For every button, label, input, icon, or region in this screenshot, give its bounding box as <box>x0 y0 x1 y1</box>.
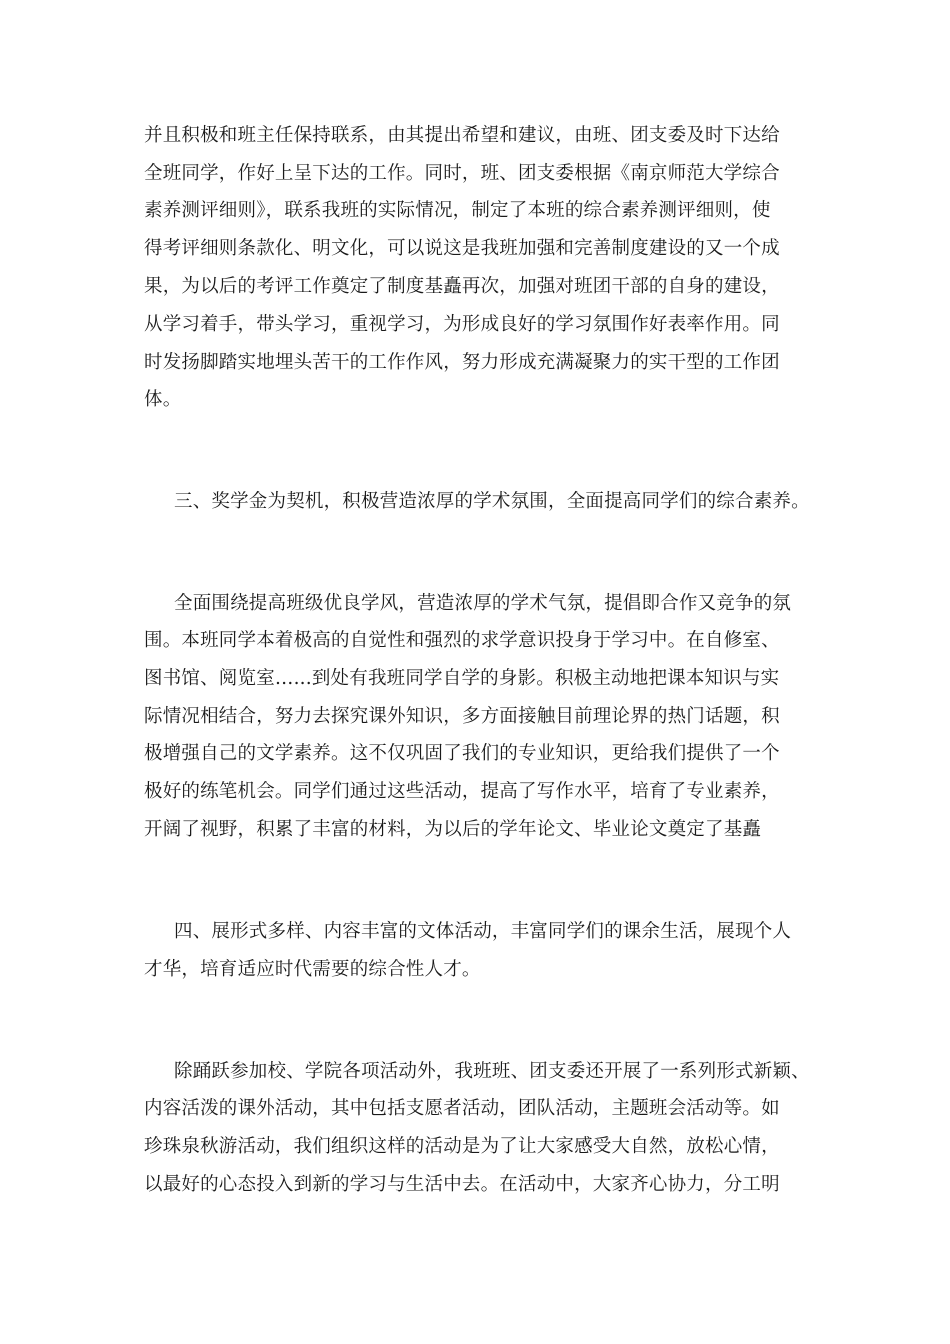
paragraph-line: 内容活泼的课外活动，其中包括支愿者活动，团队活动，主题班会活动等。如 <box>144 1098 780 1119</box>
paragraph-line: 果，为以后的考评工作奠定了制度基矗再次，加强对班团干部的自身的建设， <box>144 276 780 297</box>
paragraph-line: 从学习着手，带头学习，重视学习，为形成良好的学习氛围作好表率作用。同 <box>144 314 780 335</box>
paragraph-line: 并且积极和班主任保持联系，由其提出希望和建议，由班、团支委及时下达给 <box>144 125 780 146</box>
heading-line: 三、奖学金为契机，积极营造浓厚的学术氛围，全面提高同学们的综合素养。 <box>174 491 810 512</box>
paragraph-line: 珍珠泉秋游活动，我们组织这样的活动是为了让大家感受大自然，放松心情， <box>144 1136 780 1157</box>
heading-line: 四、展形式多样、内容丰富的文体活动，丰富同学们的课余生活，展现个人 <box>174 921 792 942</box>
paragraph-line: 全面围绕提高班级优良学风，营造浓厚的学术气氛，提倡即合作又竞争的氛 <box>174 593 792 614</box>
paragraph-line: 素养测评细则》，联系我班的实际情况，制定了本班的综合素养测评细则，使 <box>144 200 771 221</box>
paragraph-line: 全班同学，作好上呈下达的工作。同时，班、团支委根据《南京师范大学综合 <box>144 163 780 184</box>
paragraph-line: 际情况相结合，努力去探究课外知识，多方面接触目前理论界的热门话题，积 <box>144 706 780 727</box>
paragraph-line: 以最好的心态投入到新的学习与生活中去。在活动中，大家齐心协力，分工明 <box>144 1174 780 1195</box>
paragraph-line: 体。 <box>144 389 182 410</box>
paragraph-line: 得考评细则条款化、明文化，可以说这是我班加强和完善制度建设的又一个成 <box>144 238 780 259</box>
heading-line: 才华，培育适应时代需要的综合性人才。 <box>144 959 481 980</box>
paragraph-line: 图书馆、阅览室…...到处有我班同学自学的身影。积极主动地把课本知识与实 <box>144 668 780 689</box>
paragraph-line: 围。本班同学本着极高的自觉性和强烈的求学意识投身于学习中。在自修室、 <box>144 630 780 651</box>
paragraph-line: 极好的练笔机会。同学们通过这些活动，提高了写作水平，培育了专业素养， <box>144 781 780 802</box>
paragraph-line: 时发扬脚踏实地埋头苦干的工作作风，努力形成充满凝聚力的实干型的工作团 <box>144 352 780 373</box>
paragraph-line: 极增强自己的文学素养。这不仅巩固了我们的专业知识，更给我们提供了一个 <box>144 743 780 764</box>
paragraph-line: 开阔了视野，积累了丰富的材料，为以后的学年论文、毕业论文奠定了基矗 <box>144 819 762 840</box>
paragraph-line: 除踊跃参加校、学院各项活动外，我班班、团支委还开展了一系列形式新颖、 <box>174 1061 810 1082</box>
